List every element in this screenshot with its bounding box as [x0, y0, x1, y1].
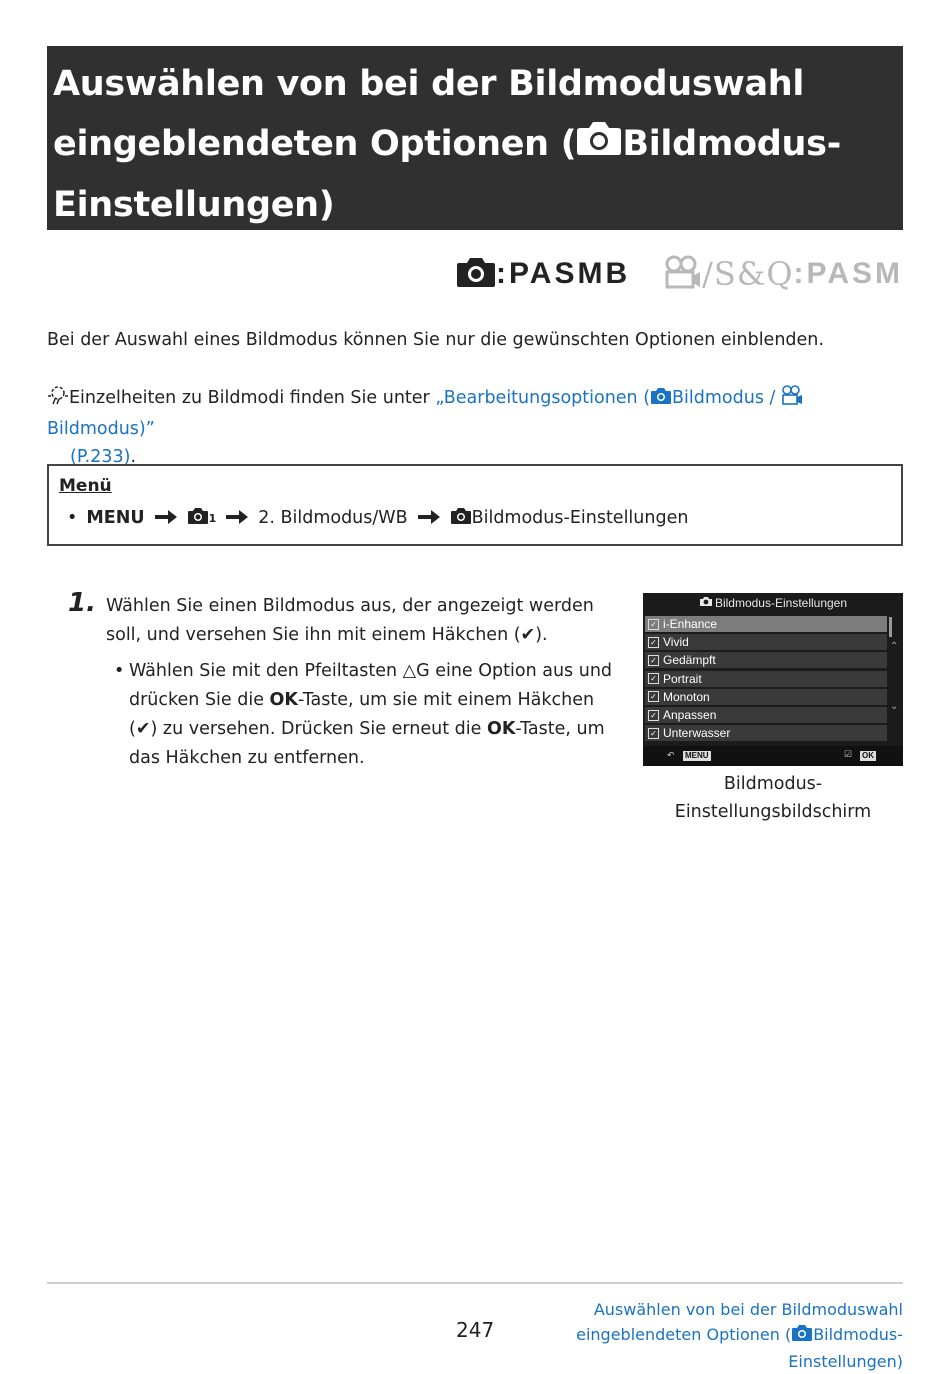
- video-mode-letters: :PASM: [793, 257, 903, 290]
- screen-title: [643, 593, 903, 613]
- bullet: •: [67, 508, 78, 528]
- menu-path-box: [47, 464, 903, 546]
- menu-path: [67, 506, 688, 530]
- ok-button-tag: OK: [862, 751, 874, 760]
- camera-icon: [456, 256, 496, 292]
- screen-option-row[interactable]: [645, 616, 887, 632]
- still-mode-letters: :PASMB: [496, 257, 631, 290]
- hint-link-part: Bildmodus /: [672, 388, 781, 408]
- figure-caption: Bildmodus-Einstellungsbildschirm: [674, 774, 872, 822]
- camera-icon: [650, 386, 672, 414]
- movie-camera-icon: [781, 385, 803, 414]
- video-modes: [664, 255, 903, 293]
- sub-bullet-part: -Taste, um das Häkchen zu entfernen.: [129, 719, 605, 768]
- hint-paragraph: [47, 384, 903, 471]
- ok-key-label: OK: [486, 719, 516, 739]
- still-modes: [456, 256, 630, 292]
- hint-link-part: „Bearbeitungsoptionen (: [435, 388, 651, 408]
- step-text: Wählen Sie einen Bildmodus aus, der angezeigt werden soll, und versehen Sie ihn mit einem Häkchen (✔).: [106, 596, 594, 645]
- checkbox-icon[interactable]: ✓: [648, 728, 659, 739]
- scrollbar[interactable]: [889, 617, 892, 637]
- camera-icon: [791, 1324, 813, 1349]
- chevron-up-icon: ⌃: [890, 641, 899, 652]
- lightbulb-icon: [47, 384, 69, 415]
- title-banner: [47, 46, 903, 230]
- screen-option-label: Gedämpft: [663, 653, 716, 668]
- hint-period: .: [130, 447, 137, 467]
- screen-option-label: Vivid: [663, 635, 689, 650]
- screen-option-row[interactable]: [645, 671, 887, 687]
- menu-item-bildmodus-einstellungen: Bildmodus-Einstellungen: [471, 508, 689, 528]
- title-line-2-prefix: eingeblendeten Optionen (: [53, 124, 577, 164]
- screen-title-text: Bildmodus-Einstellungen: [714, 596, 848, 610]
- shooting-modes: [456, 252, 903, 296]
- screen-option-label: Portrait: [663, 671, 702, 686]
- screen-option-row[interactable]: [645, 725, 887, 741]
- screen-option-row[interactable]: [645, 689, 887, 705]
- camera-icon: [187, 507, 209, 530]
- menu-item-bildmodus-wb: 2. Bildmodus/WB: [258, 508, 408, 528]
- footer-link-part: Bildmodus-Einstellungen): [788, 1325, 903, 1371]
- hint-page-link[interactable]: (P.233): [70, 447, 131, 467]
- sub-bullet-text: [129, 657, 624, 773]
- checkbox-icon[interactable]: ✓: [648, 637, 659, 648]
- sub-bullet-part: Wählen Sie mit den Pfeiltasten △G eine Option aus und drücken Sie die: [129, 661, 613, 710]
- footer-link-part: Auswählen von bei der Bildmoduswahl eingeblendeten Optionen (: [576, 1300, 903, 1344]
- page-number: 247: [456, 1318, 495, 1342]
- screen-option-row[interactable]: [645, 652, 887, 668]
- footer-section-link[interactable]: [523, 1297, 903, 1374]
- screen-option-row[interactable]: [645, 707, 887, 723]
- arrow-right-icon: [154, 506, 178, 530]
- checkbox-icon[interactable]: ✓: [648, 673, 659, 684]
- checkbox-icon: ☑: [844, 749, 853, 759]
- title-line-3: Einstellungen): [53, 185, 335, 225]
- step-sub-bullet: [114, 657, 624, 773]
- intro-text: Bei der Auswahl eines Bildmodus können Sie nur die gewünschten Optionen einblenden.: [47, 330, 824, 350]
- checkbox-icon[interactable]: ✓: [648, 655, 659, 666]
- screen-option-label: Anpassen: [663, 708, 717, 722]
- checkbox-icon[interactable]: ✓: [648, 619, 659, 630]
- sub-bullet-part: -Taste, um sie mit einem Häkchen (✔) zu versehen. Drücken Sie erneut die: [129, 690, 595, 739]
- menu-tab-number: 1: [208, 511, 217, 525]
- camera-icon: [576, 115, 622, 175]
- step-number: 1.: [68, 588, 96, 618]
- sq-mode-label: /S&Q: [702, 255, 794, 293]
- footer-divider: [47, 1282, 903, 1284]
- menu-keyword: MENU: [86, 508, 145, 528]
- screen-option-label: Unterwasser: [663, 726, 731, 741]
- title-line-1: Auswählen von bei der Bildmoduswahl: [53, 64, 805, 104]
- bullet: •: [114, 661, 125, 681]
- hint-text: Einzelheiten zu Bildmodi finden Sie unter: [69, 388, 436, 408]
- checkbox-icon[interactable]: ✓: [648, 691, 659, 702]
- menu-button-tag: MENU: [685, 751, 709, 760]
- arrow-right-icon: [417, 506, 441, 530]
- back-arrow-icon: ↶: [667, 750, 675, 760]
- title-line-2-suffix: Bildmodus-: [622, 124, 841, 164]
- checkbox-icon[interactable]: ✓: [648, 710, 659, 721]
- screen-option-label: Monoton: [663, 689, 710, 704]
- hint-link-part: Bildmodus)”: [47, 419, 155, 439]
- arrow-right-icon: [225, 506, 249, 530]
- movie-camera-icon: [664, 255, 702, 293]
- chevron-down-icon: ⌄: [890, 701, 899, 712]
- title-line-2: [53, 114, 897, 175]
- ok-key-label: OK: [269, 690, 298, 710]
- camera-screen: [643, 593, 903, 766]
- camera-icon: [699, 596, 713, 610]
- screen-option-label: i-Enhance: [663, 617, 718, 631]
- screen-footer: [643, 746, 903, 766]
- menu-box-title: Menü: [59, 476, 112, 496]
- screen-option-row[interactable]: [645, 634, 887, 650]
- camera-icon: [450, 507, 472, 530]
